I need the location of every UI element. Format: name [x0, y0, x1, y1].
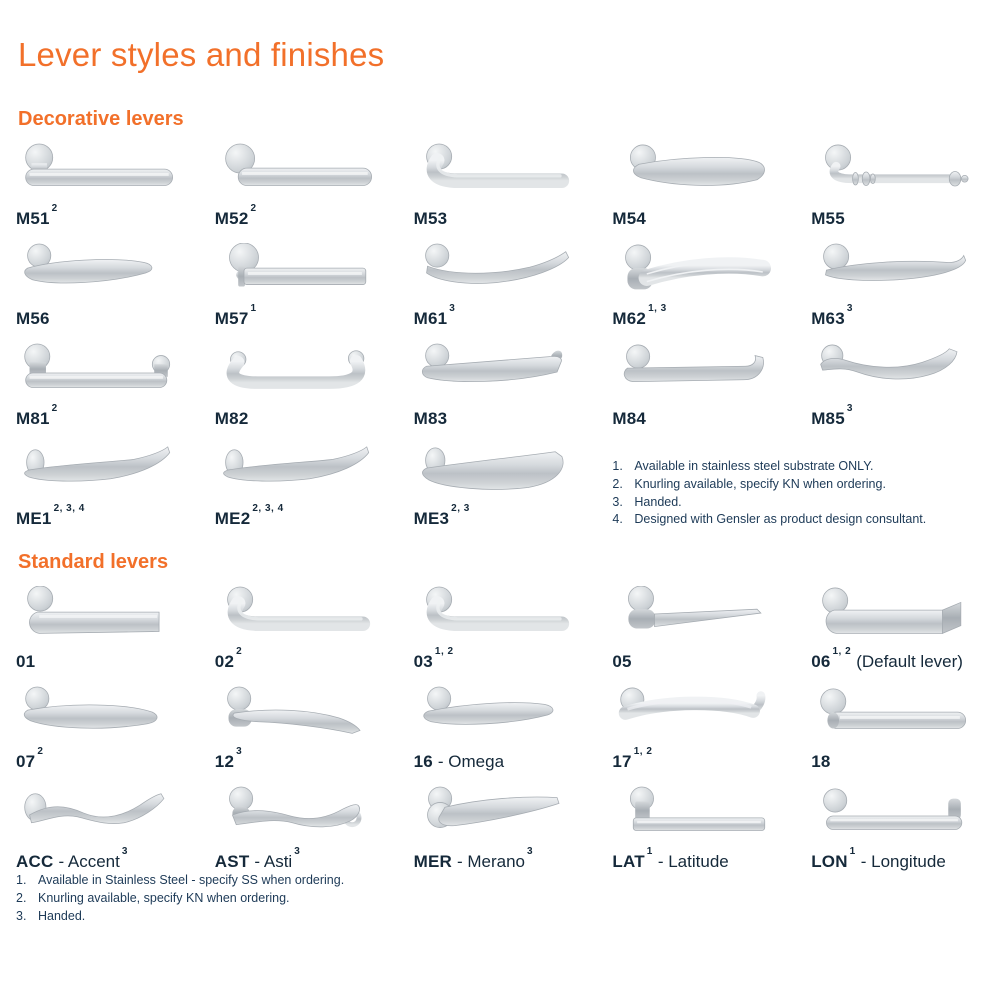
lever-image-16	[414, 686, 584, 744]
lever-shape-bladeCurve07	[16, 686, 186, 744]
lever-label-M61	[413, 303, 587, 329]
lever-item-LON	[811, 786, 984, 872]
lever-item-M82	[215, 343, 388, 429]
lever-code: 16	[413, 752, 433, 771]
lever-code: 01	[16, 652, 36, 671]
lever-item-M81	[16, 343, 189, 429]
lever-image-01	[16, 586, 186, 644]
lever-label-M85	[811, 403, 984, 429]
lever-image-M82	[215, 343, 385, 401]
footnote-number: 1.	[612, 459, 623, 473]
lever-item-ACC	[16, 786, 189, 872]
lever-name: (Default lever)	[856, 652, 963, 671]
lever-code: M52	[214, 209, 249, 228]
lever-footnote-ref: 1, 2	[832, 646, 852, 658]
lever-code: 02	[214, 652, 235, 671]
lever-shape-pullSquare	[16, 343, 186, 401]
lever-shape-bladeReturn	[414, 343, 584, 401]
lever-footnote-ref: 2	[250, 203, 257, 215]
lever-item-LAT	[612, 786, 785, 872]
lever-item-01	[16, 586, 189, 672]
lever-image-M51	[16, 143, 186, 201]
lever-label-M51	[16, 203, 189, 229]
lever-shape-pullRound	[215, 343, 385, 401]
decorative-footnotes	[612, 458, 984, 529]
lever-label-M54	[612, 209, 785, 229]
lever-item-18	[811, 686, 984, 772]
lever-shape-bladeMerano	[414, 786, 584, 844]
lever-item-M63	[811, 243, 984, 329]
lever-code: M56	[16, 309, 50, 328]
footnote-number: 4.	[612, 512, 623, 527]
footnote-number: 2.	[16, 890, 27, 905]
lever-shape-tubeBend	[414, 586, 584, 644]
standard-levers-grid	[16, 586, 984, 872]
lever-footnote-ref: 2, 3, 4	[53, 503, 85, 515]
lever-footnote-ref: 1, 2	[434, 646, 454, 658]
lever-name: - Merano	[456, 852, 526, 871]
lever-label-M53	[414, 209, 587, 229]
lever-shape-barPostLon	[811, 786, 981, 844]
lever-shape-bladeOmega	[414, 686, 584, 744]
lever-image-18	[811, 686, 981, 744]
lever-footnote-ref: 1, 3	[648, 303, 667, 315]
lever-shape-taperCurveDown	[215, 686, 385, 744]
lever-shape-bladeReturn2	[612, 343, 782, 401]
lever-image-ME1	[16, 443, 186, 501]
lever-footnote-ref: 3	[846, 403, 853, 415]
lever-label-M63	[811, 303, 984, 329]
standard-levers-section	[16, 551, 984, 925]
lever-name: - Latitude	[657, 852, 729, 871]
lever-item-M57	[215, 243, 388, 329]
page-title: Lever styles and finishes	[18, 36, 385, 73]
footnote-text: Available in stainless steel substrate ONLY.	[634, 459, 874, 473]
lever-label-02	[214, 646, 388, 672]
lever-label-MER	[413, 846, 587, 872]
lever-item-ME2	[215, 443, 388, 529]
lever-image-ME3	[414, 443, 584, 501]
lever-footnote-ref: 1	[849, 846, 856, 858]
lever-shape-wedgeTail	[16, 443, 186, 501]
lever-label-LAT	[612, 846, 785, 872]
lever-item-M61	[414, 243, 587, 329]
lever-label-06	[811, 646, 984, 672]
lever-footnote-ref: 3	[527, 846, 534, 858]
lever-shape-wedgeThick	[414, 443, 584, 501]
footnote-text: Handed.	[634, 494, 682, 509]
lever-item-16	[414, 686, 587, 772]
lever-image-M53	[414, 143, 584, 201]
lever-shape-flatBlade	[16, 586, 186, 644]
lever-shape-scrollAsti	[215, 786, 385, 844]
lever-image-07	[16, 686, 186, 744]
lever-label-05	[612, 652, 785, 672]
lever-code: M57	[214, 309, 249, 328]
lever-footnote-ref: 2	[37, 746, 44, 758]
lever-footnote-ref: 3	[121, 846, 128, 858]
footnote-number: 3.	[612, 494, 623, 509]
lever-item-M52	[215, 143, 388, 229]
lever-shape-bladeWaveUp	[414, 243, 584, 301]
lever-label-M56	[16, 309, 189, 329]
lever-item-MER	[414, 786, 587, 872]
lever-name: - Omega	[437, 752, 505, 771]
lever-label-03	[413, 646, 587, 672]
lever-image-M62	[612, 243, 782, 301]
lever-code: ME3	[413, 509, 450, 528]
lever-item-07	[16, 686, 189, 772]
lever-shape-barStraight2	[215, 143, 385, 201]
lever-shape-barStraight	[16, 143, 186, 201]
lever-item-05	[612, 586, 785, 672]
lever-footnote-ref: 1	[250, 303, 257, 315]
decorative-levers-grid	[16, 143, 984, 529]
footnote-text: Knurling available, specify KN when ordering.	[634, 476, 886, 491]
lever-label-07	[16, 746, 189, 772]
lever-footnote-ref: 1, 2	[633, 746, 653, 758]
lever-image-05	[612, 586, 782, 644]
decorative-levers-section	[16, 108, 984, 529]
lever-item-02	[215, 586, 388, 672]
lever-code: 18	[811, 752, 831, 771]
lever-name: - Longitude	[860, 852, 946, 871]
lever-image-M84	[612, 343, 782, 401]
footnote-2	[16, 890, 984, 908]
lever-footnote-ref: 2	[236, 646, 243, 658]
lever-code: LAT	[612, 852, 645, 871]
lever-item-03	[414, 586, 587, 672]
lever-item-M56	[16, 243, 189, 329]
lever-item-M55	[811, 143, 984, 229]
lever-code: M84	[612, 409, 647, 428]
lever-item-17	[612, 686, 785, 772]
lever-code: ME1	[16, 509, 52, 528]
decorative-levers-heading: Decorative levers	[18, 108, 184, 130]
footnote-1	[612, 458, 984, 476]
footnote-text: Available in Stainless Steel - specify SS when ordering.	[38, 873, 345, 887]
lever-image-AST	[215, 786, 385, 844]
lever-image-MER	[414, 786, 584, 844]
footnote-number: 3.	[16, 908, 27, 923]
lever-image-M83	[414, 343, 584, 401]
footnote-text: Designed with Gensler as product design consultant.	[634, 512, 927, 527]
lever-item-ME3	[414, 443, 587, 529]
lever-label-M83	[414, 409, 587, 429]
footnote-number: 1.	[16, 873, 27, 887]
lever-label-01	[16, 652, 189, 672]
footnote-1	[16, 872, 984, 890]
lever-label-M62	[612, 303, 785, 329]
lever-label-M84	[612, 409, 785, 429]
lever-label-M81	[16, 403, 189, 429]
lever-footnote-ref: 2	[51, 403, 58, 415]
lever-code: MER	[413, 852, 452, 871]
lever-label-ME2	[214, 503, 388, 529]
footnote-4	[612, 511, 984, 529]
standard-levers-heading: Standard levers	[18, 551, 169, 573]
lever-footnote-ref: 1	[646, 846, 653, 858]
lever-label-M55	[811, 209, 984, 229]
lever-item-06	[811, 586, 984, 672]
lever-code: 17	[612, 752, 632, 771]
lever-shape-bladeBoxReturn	[811, 586, 981, 644]
lever-label-16	[414, 752, 587, 772]
lever-code: M81	[16, 409, 50, 428]
lever-shape-barCap	[215, 243, 385, 301]
lever-code: M61	[413, 309, 448, 328]
lever-item-M54	[612, 143, 785, 229]
lever-code: M62	[612, 309, 647, 328]
lever-label-LON	[811, 846, 984, 872]
lever-item-ME1	[16, 443, 189, 529]
lever-shape-tubeGroove	[612, 243, 782, 301]
footnote-3	[612, 494, 984, 512]
lever-shape-tubeBend	[215, 586, 385, 644]
lever-name: - Asti	[254, 852, 293, 871]
lever-footnote-ref: 3	[846, 303, 853, 315]
lever-image-M63	[811, 243, 981, 301]
lever-code: M53	[413, 209, 448, 228]
lever-label-ME3	[413, 503, 587, 529]
footnote-text: Handed.	[38, 908, 86, 923]
footnote-number: 2.	[612, 476, 623, 491]
lever-code: 05	[612, 652, 632, 671]
lever-image-M55	[811, 143, 981, 201]
lever-image-LON	[811, 786, 981, 844]
lever-item-M83	[414, 343, 587, 429]
lever-label-M82	[215, 409, 388, 429]
lever-item-AST	[215, 786, 388, 872]
lever-image-12	[215, 686, 385, 744]
lever-code: ME2	[214, 509, 251, 528]
lever-code: M63	[811, 309, 845, 328]
lever-item-M84	[612, 343, 785, 429]
lever-footnote-ref: 3	[449, 303, 456, 315]
lever-code: M54	[612, 209, 647, 228]
lever-code: M85	[811, 409, 845, 428]
lever-image-LAT	[612, 786, 782, 844]
lever-code: 06	[811, 652, 831, 671]
footnote-text: Knurling available, specify KN when ordering.	[38, 890, 290, 905]
footnote-3	[16, 908, 984, 926]
lever-item-M53	[414, 143, 587, 229]
lever-image-ACC	[16, 786, 186, 844]
lever-image-06	[811, 586, 981, 644]
lever-code: 12	[214, 752, 235, 771]
lever-footnote-ref: 2, 3	[451, 503, 470, 515]
lever-image-ME2	[215, 443, 385, 501]
lever-code: M51	[16, 209, 50, 228]
lever-shape-bladeBand17	[612, 686, 782, 744]
lever-shape-spindle	[612, 586, 782, 644]
lever-shape-waveDouble	[811, 343, 981, 401]
lever-image-M54	[612, 143, 782, 201]
lever-code: 07	[16, 752, 36, 771]
lever-code: M82	[214, 409, 249, 428]
lever-label-ACC	[16, 846, 189, 872]
lever-image-17	[612, 686, 782, 744]
lever-shape-wedgeTail	[215, 443, 385, 501]
lever-name: - Accent	[58, 852, 120, 871]
lever-image-M56	[16, 243, 186, 301]
lever-image-02	[215, 586, 385, 644]
lever-footnote-ref: 2, 3, 4	[252, 503, 284, 515]
lever-footnote-ref: 3	[294, 846, 301, 858]
standard-footnotes	[16, 872, 984, 925]
lever-code: 03	[413, 652, 433, 671]
lever-footnote-ref: 2	[51, 203, 58, 215]
lever-item-M51	[16, 143, 189, 229]
lever-label-ME1	[16, 503, 189, 529]
lever-shape-bladeCurveDown	[16, 243, 186, 301]
lever-code: AST	[214, 852, 250, 871]
lever-image-M57	[215, 243, 385, 301]
lever-label-12	[214, 746, 388, 772]
lever-item-12	[215, 686, 388, 772]
lever-label-AST	[214, 846, 388, 872]
lever-code: M83	[413, 409, 448, 428]
lever-label-17	[612, 746, 785, 772]
lever-item-M62	[612, 243, 785, 329]
lever-image-03	[414, 586, 584, 644]
lever-item-M85	[811, 343, 984, 429]
lever-shape-turned	[811, 143, 981, 201]
lever-label-M52	[214, 203, 388, 229]
lever-shape-barPostLat	[612, 786, 782, 844]
footnote-2	[612, 476, 984, 494]
lever-image-M81	[16, 343, 186, 401]
lever-shape-tubeBend	[414, 143, 584, 201]
lever-shape-bladeTaper	[612, 143, 782, 201]
lever-shape-bladeWaveUp2	[811, 243, 981, 301]
lever-shape-barRound18	[811, 686, 981, 744]
lever-code: ACC	[16, 852, 54, 871]
lever-footnote-ref: 3	[236, 746, 243, 758]
lever-code: LON	[811, 852, 848, 871]
lever-label-18	[811, 752, 984, 772]
lever-label-M57	[214, 303, 388, 329]
lever-image-M61	[414, 243, 584, 301]
lever-image-M52	[215, 143, 385, 201]
lever-shape-scrollAccent	[16, 786, 186, 844]
lever-code: M55	[811, 209, 845, 228]
lever-image-M85	[811, 343, 981, 401]
